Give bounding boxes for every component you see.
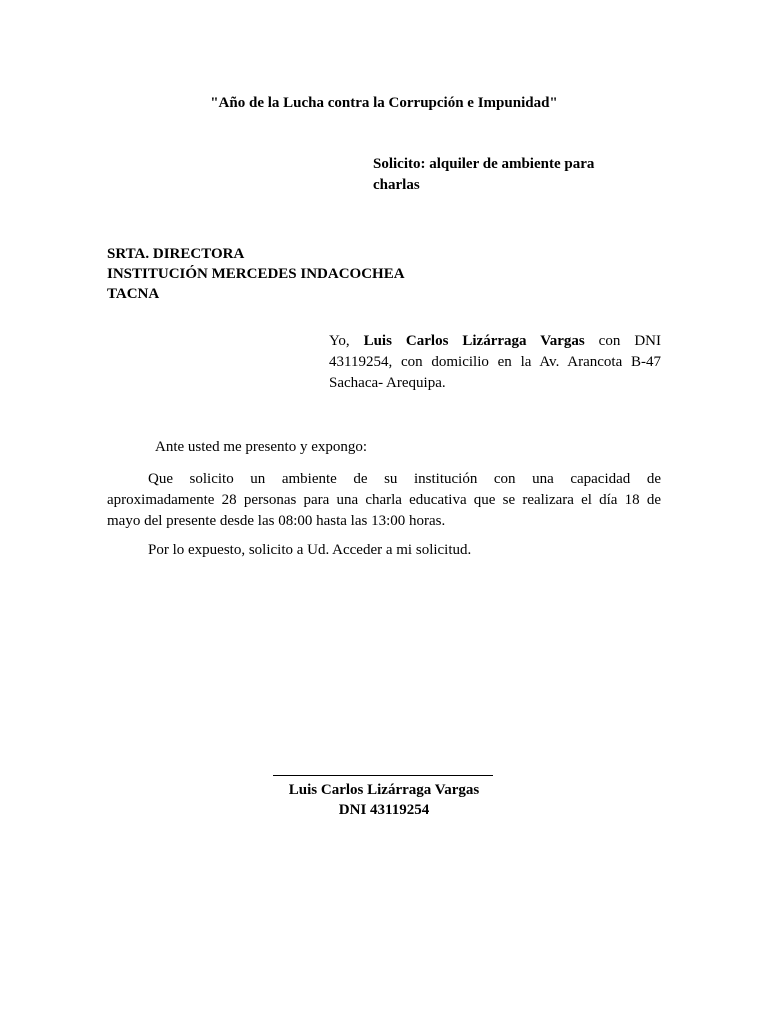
request-line-2: aproximadamente 28 personas para una charla educativa que se realizara el día 18 de — [107, 492, 661, 508]
document-motto: "Año de la Lucha contra la Corrupción e Impunidad" — [210, 95, 558, 111]
request-paragraph — [107, 469, 661, 532]
recipient-block — [107, 244, 405, 304]
request-line-1: Que solicito un ambiente de su institución con una capacidad de — [148, 471, 661, 487]
intro-line-1 — [329, 331, 661, 352]
recipient-title: SRTA. DIRECTORA — [107, 246, 245, 262]
intro-line-2: 43119254, con domicilio en la Av. Arancota B-47 — [329, 354, 661, 370]
recipient-institution: INSTITUCIÓN MERCEDES INDACOCHEA — [107, 266, 405, 282]
applicant-intro — [329, 331, 661, 394]
closing-line: Por lo expuesto, solicito a Ud. Acceder a mi solicitud. — [148, 542, 472, 558]
applicant-name: Luis Carlos Lizárraga Vargas — [363, 333, 585, 349]
intro-prefix: Yo, — [329, 333, 364, 349]
signature-line — [273, 775, 493, 776]
signature-block — [0, 780, 768, 820]
recipient-city: TACNA — [107, 286, 160, 302]
presentation-line: Ante usted me presento y expongo: — [155, 439, 368, 455]
signature-name: Luis Carlos Lizárraga Vargas — [288, 782, 480, 798]
request-line-3: mayo del presente desde las 08:00 hasta las 13:00 horas. — [107, 513, 446, 529]
signature-dni: DNI 43119254 — [338, 802, 430, 818]
subject-line — [373, 154, 663, 196]
intro-line-3: Sachaca- Arequipa. — [329, 375, 446, 391]
intro-dni-label: con DNI — [584, 333, 661, 349]
subject-line-1: Solicito: alquiler de ambiente para — [373, 156, 595, 172]
subject-line-2: charlas — [373, 177, 420, 193]
